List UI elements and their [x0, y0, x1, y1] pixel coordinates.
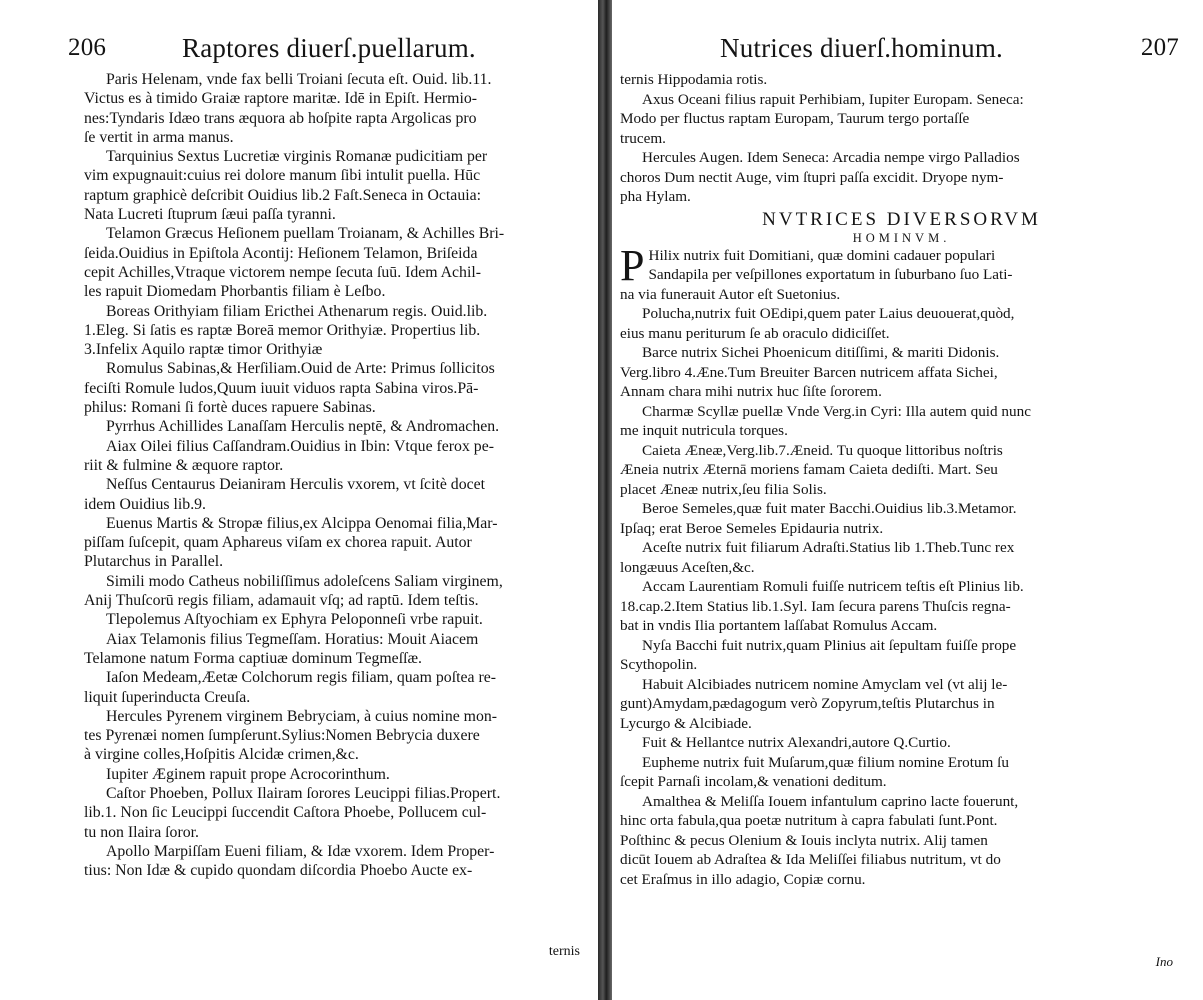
text-line: Poſthinc & pecus Olenium & Iouis inclyta nutrix. Alij tamen	[620, 831, 988, 849]
text-line: Aiax Telamonis filius Tegmeſſam. Horatius: Mouit Aiacem	[106, 630, 479, 648]
text-line: ternis Hippodamia rotis.	[620, 71, 768, 88]
left-page-title: Raptores diuerſ.puellarum.	[182, 33, 476, 63]
text-line: Lycurgo & Alcibiade.	[620, 714, 752, 732]
text-line: tes Pyrenæi nomen ſumpſerunt.Sylius:Nomen Bebrycia duxere	[84, 727, 480, 745]
text-line: Simili modo Catheus nobiliſſimus adoleſcens Saliam virginem,	[106, 572, 503, 590]
text-line: pha Hylam.	[620, 188, 691, 205]
text-line: Eupheme nutrix fuit Muſarum,quæ filium nomine Erotum ſu	[642, 753, 1009, 771]
left-page	[0, 0, 598, 1000]
text-line: 18.cap.2.Item Statius lib.1.Syl. Iam ſecura parens Thuſcis regna-	[620, 597, 1011, 615]
text-line: Hilix nutrix fuit Domitiani, quæ domini cadauer populari	[648, 246, 996, 264]
text-line: gunt)Amydam,pædagogum verò Zopyrum,teſtis Plutarchus in	[620, 695, 995, 712]
text-line: Aiax Oilei filius Caſſandram.Ouidius in Ibin: Vtque ferox pe-	[106, 437, 494, 455]
left-catchword: ternis	[548, 944, 580, 959]
left-body-text	[84, 70, 584, 880]
text-line: Hercules Augen. Idem Seneca: Arcadia nempe virgo Palladios	[642, 149, 1020, 166]
text-line: Nyſa Bacchi fuit nutrix,quam Plinius ait ſepultam fuiſſe prope	[642, 636, 1017, 654]
right-page-title: Nutrices diuerſ.hominum.	[720, 33, 1004, 63]
text-line: Modo per fluctus raptam Europam, Taurum tergo portaſſe	[620, 110, 970, 127]
book-gutter	[598, 0, 612, 1000]
text-line: Polucha,nutrix fuit OEdipi,quem pater Laius deuouerat,quòd,	[642, 305, 1015, 322]
text-line: Telamon Græcus Heſionem puellam Troianam, & Achilles Bri-	[106, 225, 505, 243]
text-line: Æneia nutrix Æternā moriens famam Caieta dediſti. Mart. Seu	[620, 461, 998, 478]
text-line: Beroe Semeles,quæ fuit mater Bacchi.Ouidius lib.3.Metamor.	[642, 500, 1017, 517]
text-line: Tarquinius Sextus Lucretiæ virginis Romanæ pudicitiam per	[106, 148, 488, 166]
text-line: raptum graphicè deſcribit Ouidius lib.2 Faſt.Seneca in Octauia:	[84, 186, 482, 204]
text-line: cepit Achilles,Vtraque victorem nempe ſecuta ſuū. Idem Achil-	[84, 263, 481, 281]
text-line: Victus es à timido Graiæ raptore maritæ. Idē in Epiſt. Hermio-	[84, 90, 478, 108]
text-line: Tlepolemus Aſtyochiam ex Ephyra Peloponneſi vrbe rapuit.	[106, 611, 483, 629]
text-line: hinc orta fabula,qua poetæ nutritum à capra fabulati ſunt.Pont.	[620, 812, 998, 829]
text-line: Hercules Pyrenem virginem Bebryciam, à cuius nomine mon-	[106, 707, 498, 725]
text-line: ſe vertit in arma manus.	[84, 128, 234, 146]
text-line: bat in vndis Ilia portantem laſſabat Romulus Accam.	[620, 617, 938, 634]
right-running-head	[620, 30, 1183, 70]
text-line: ſcepit Parnaſi incolam,& venationi deditum.	[620, 773, 887, 790]
text-line: Fuit & Hellantce nutrix Alexandri,autore Q.Curtio.	[642, 734, 951, 751]
section-title: NVTRICES DIVERSORVM	[762, 208, 1041, 230]
text-line: ſeida.Ouidius in Epiſtola Acontij: Heſionem Telamon, Briſeida	[84, 244, 478, 262]
text-line: Annam chara mihi nutrix huc ſiſte ſororem.	[620, 383, 882, 400]
text-line: Plutarchus in Parallel.	[84, 553, 224, 571]
right-body-top	[620, 70, 1183, 207]
text-line: piſſam ſuſcepit, quam Aphareus viſam ex chorea rapuit. Autor	[84, 534, 472, 552]
text-line: Euenus Martis & Stropæ filius,ex Alcippa Oenomai filia,Mar-	[106, 514, 498, 532]
text-line: Telamone natum Forma captiuæ dominum Tegmeſſæ.	[84, 649, 422, 667]
text-line: Scythopolin.	[620, 656, 698, 673]
text-line: longæuus Aceſten,&c.	[620, 558, 755, 576]
text-line: Paris Helenam, vnde fax belli Troiani ſecuta eſt. Ouid. lib.11.	[106, 71, 492, 88]
text-line: les rapuit Diomedam Phorbantis filiam è Leſbo.	[84, 283, 386, 301]
text-line: Sandapila per veſpillones exportatum in ſuburbano ſuo Lati-	[648, 266, 1013, 283]
text-line: 1.Eleg. Si ſatis es raptæ Boreā memor Orithyiæ. Propertius lib.	[84, 321, 481, 339]
text-line: cet Eraſmus in illo adagio, Copiæ cornu.	[620, 870, 866, 888]
text-line: philus: Romani ſi fortè duces rapuere Sabinas.	[84, 399, 376, 417]
text-line: Charmæ Scyllæ puellæ Vnde Verg.in Cyri: Illa autem quid nunc	[642, 402, 1031, 420]
text-line: choros Dum nectit Auge, vim ſtupri paſſa excidit. Dryope nym-	[620, 168, 1004, 186]
text-line: Anij Thuſcorū regis filiam, adamauit vſq; ad raptū. Idem teſtis.	[84, 592, 479, 610]
text-line: Iupiter Æginem rapuit prope Acrocorinthum.	[106, 765, 390, 783]
right-page	[612, 0, 1203, 1000]
text-line: à virgine colles,Hoſpitis Alcidæ crimen,&c.	[84, 746, 359, 764]
text-line: riit & fulmine & æquore raptor.	[84, 456, 284, 474]
text-line: Caieta Æneæ,Verg.lib.7.Æneid. Tu quoque littoribus noſtris	[642, 441, 1003, 459]
left-page-number: 206	[68, 34, 107, 61]
text-line: liquit ſuperinducta Creuſa.	[84, 688, 251, 706]
text-line: Pyrrhus Achillides Lanaſſam Herculis neptē, & Andromachen.	[106, 418, 500, 436]
text-line: Accam Laurentiam Romuli fuiſſe nutricem teſtis eſt Plinius lib.	[642, 578, 1024, 595]
text-line: placet Æneæ nutrix,ſeu filia Solis.	[620, 480, 827, 498]
text-line: tius: Non Idæ & cupido quondam diſcordia Phoebo Aucte ex-	[84, 862, 473, 880]
text-line: Ipſaq; erat Beroe Semeles Epidauria nutrix.	[620, 519, 884, 537]
text-line: Apollo Marpiſſam Eueni filiam, & Idæ vxorem. Idem Proper-	[106, 842, 495, 860]
text-line: Iaſon Medeam,Æetæ Colchorum regis filiam, quam poſtea re-	[106, 669, 496, 687]
text-line: lib.1. Non ſic Leucippi ſuccendit Caſtora Phoebe, Pollucem cul-	[84, 804, 487, 822]
dropcap-paragraph	[620, 240, 1183, 290]
text-line: Neſſus Centaurus Deianiram Herculis vxorem, vt ſcitè docet	[106, 476, 486, 494]
text-line: Habuit Alcibiades nutricem nomine Amyclam vel (vt alij le-	[642, 675, 1008, 693]
text-line: Boreas Orithyiam filiam Ericthei Athenarum regis. Ouid.lib.	[106, 302, 488, 320]
drop-capital: P	[620, 240, 645, 290]
text-line: Axus Oceani filius rapuit Perhibiam, Iupiter Europam. Seneca:	[642, 90, 1024, 108]
text-line: trucem.	[620, 129, 666, 147]
text-line: eius manu periturum ſe ab oraculo didiciſſet.	[620, 324, 890, 342]
left-running-head	[68, 30, 584, 70]
text-line: vim expugnauit:cuius rei dolore manum ſibi intulit puella. Hūc	[84, 167, 481, 185]
text-line: na via funerauit Autor eſt Suetonius.	[620, 285, 841, 303]
text-line: Barce nutrix Sichei Phoenicum ditiſſimi, & mariti Didonis.	[642, 344, 1000, 361]
right-catchword: Ino	[1155, 954, 1173, 969]
right-body-bottom	[620, 285, 1183, 890]
section-subtitle: HOMINVM.	[852, 230, 951, 245]
right-page-number: 207	[1140, 34, 1179, 61]
text-line: feciſti Romule ludos,Quum iuuit viduos rapta Sabina viros.Pā-	[84, 379, 479, 397]
text-line: dicūt Iouem ab Adraſtea & Ida Meliſſei filiabus nutritum, vt do	[620, 851, 1001, 868]
text-line: Caſtor Phoeben, Pollux Ilairam ſorores Leucippi filias.Propert.	[106, 784, 501, 802]
text-line: Nata Lucreti ſtuprum ſæui paſſa tyranni.	[84, 206, 336, 224]
text-line: nes:Tyndaris Idæo trans æquora ab hoſpite rapta Argolicas pro	[84, 109, 477, 127]
text-line: me inquit nutricula torques.	[620, 422, 788, 439]
text-line: idem Ouidius lib.9.	[84, 495, 206, 513]
text-line: 3.Infelix Aquilo raptæ timor Orithyiæ	[84, 341, 323, 359]
text-line: Amalthea & Meliſſa Iouem infantulum caprino lacte fouerunt,	[642, 792, 1019, 810]
text-line: Aceſte nutrix fuit filiarum Adraſti.Statius lib 1.Theb.Tunc rex	[642, 539, 1015, 556]
text-line: tu non Ilaira ſoror.	[84, 823, 199, 841]
text-line: Romulus Sabinas,& Herſiliam.Ouid de Arte: Primus ſollicitos	[106, 360, 495, 378]
text-line: Verg.libro 4.Æne.Tum Breuiter Barcen nutricem affata Sichei,	[620, 363, 998, 381]
